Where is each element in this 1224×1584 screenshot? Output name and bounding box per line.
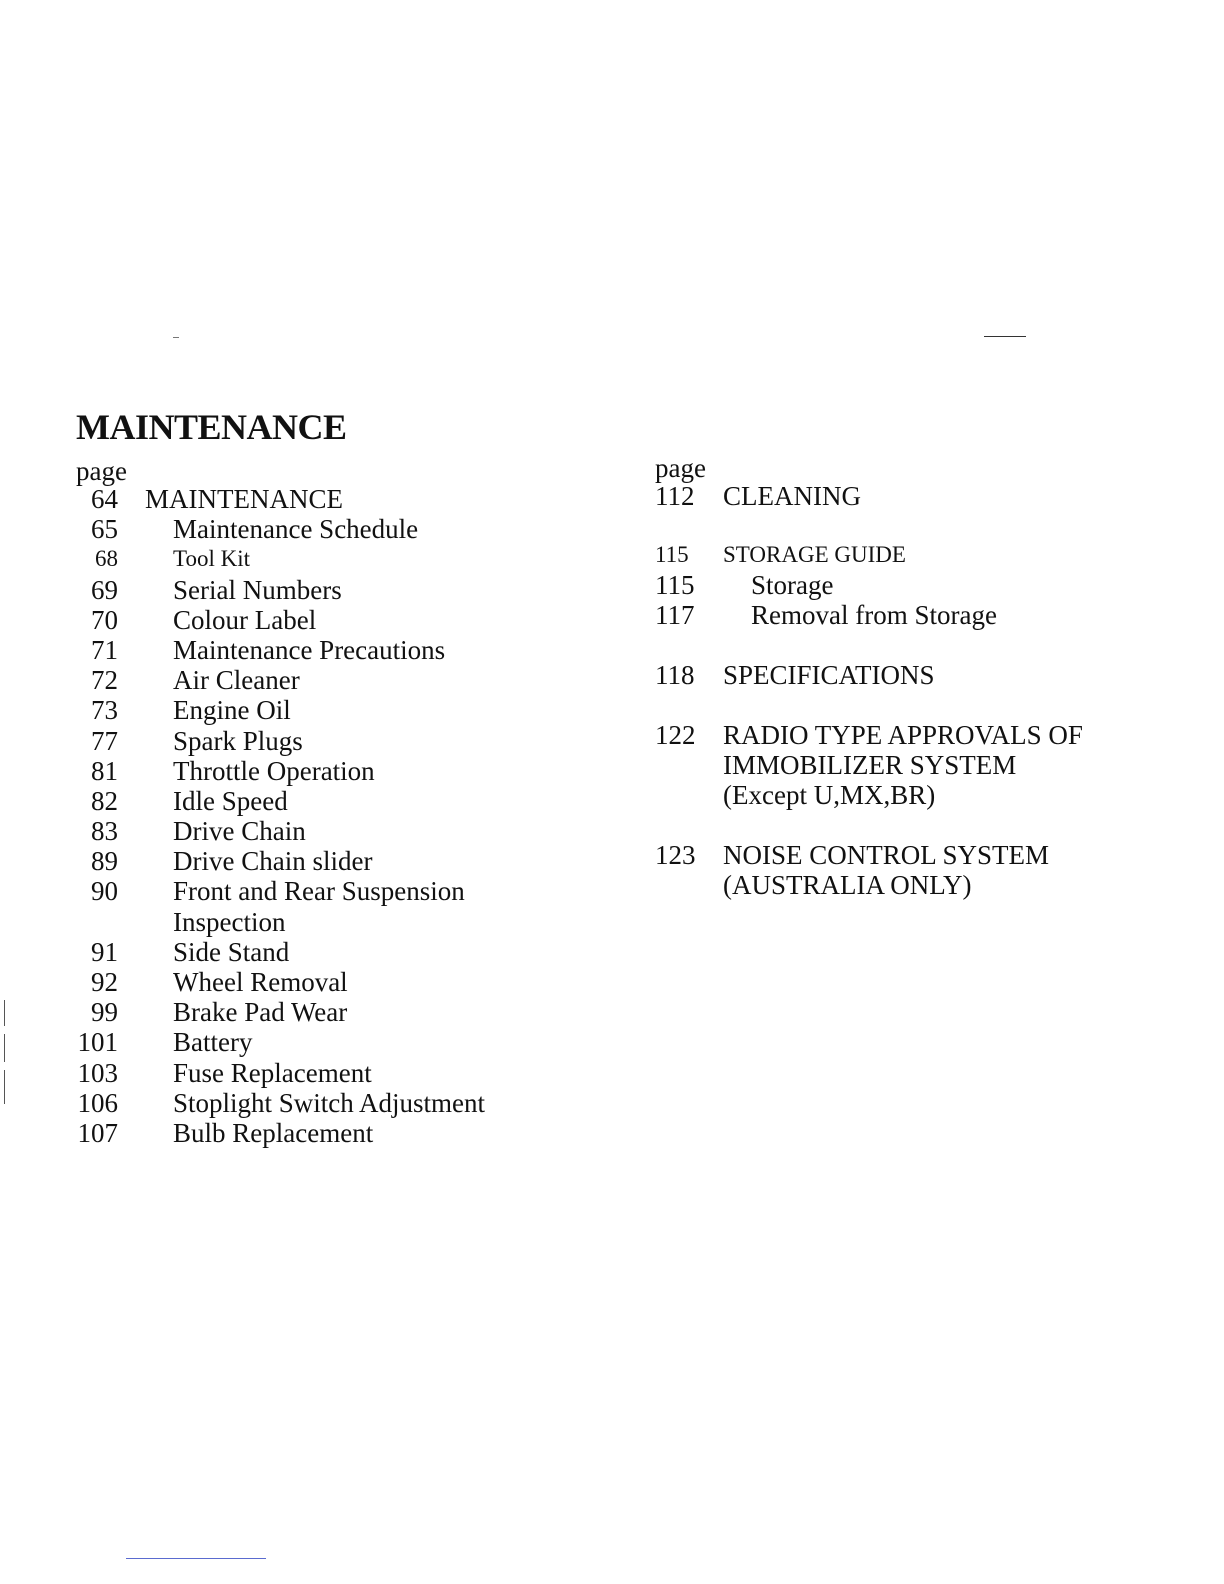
contents-entry-continuation <box>655 750 1125 780</box>
contents-entry[interactable] <box>76 756 536 786</box>
page-number: 73 <box>91 695 118 726</box>
contents-entry[interactable] <box>76 876 536 906</box>
entry-title: Removal from Storage <box>751 600 997 631</box>
page-number: 72 <box>91 665 118 696</box>
margin-rule <box>4 1000 5 1026</box>
page-number: 77 <box>91 725 118 756</box>
entry-title: MAINTENANCE <box>145 484 343 514</box>
contents-entry[interactable] <box>76 937 536 967</box>
page-number: 122 <box>655 720 696 750</box>
contents-entry[interactable] <box>655 540 1125 570</box>
entry-title: Inspection <box>173 906 286 937</box>
entry-title: (AUSTRALIA ONLY) <box>723 870 972 901</box>
contents-entry[interactable] <box>655 720 1125 750</box>
entry-title: SPECIFICATIONS <box>723 660 935 690</box>
contents-entry[interactable] <box>76 1058 536 1088</box>
contents-entry[interactable] <box>655 481 1125 511</box>
contents-list-right <box>655 840 1125 900</box>
entry-title: Stoplight Switch Adjustment <box>173 1087 486 1118</box>
entry-title: CLEANING <box>723 481 861 511</box>
page-number: 106 <box>77 1087 118 1118</box>
entry-title: Air Cleaner <box>173 665 300 696</box>
contents-entry[interactable] <box>76 695 536 725</box>
entry-title: Maintenance Schedule <box>173 514 419 545</box>
entry-title: STORAGE GUIDE <box>723 542 906 567</box>
margin-rule <box>4 1034 5 1062</box>
page-number: 82 <box>91 785 118 816</box>
contents-entry[interactable] <box>76 635 536 665</box>
page-number: 103 <box>77 1057 118 1088</box>
entry-title: Wheel Removal <box>173 967 348 997</box>
page-number: 83 <box>91 816 118 847</box>
page-number: 64 <box>91 484 118 514</box>
page-number: 68 <box>95 546 118 572</box>
contents-entry[interactable] <box>655 570 1125 600</box>
contents-list-right <box>655 720 1125 811</box>
entry-title: Bulb Replacement <box>173 1117 374 1148</box>
page-number: 81 <box>91 755 118 786</box>
contents-entry[interactable] <box>655 660 1125 690</box>
contents-entry[interactable] <box>76 786 536 816</box>
entry-title: Throttle Operation <box>173 755 375 786</box>
contents-entry[interactable] <box>655 600 1125 630</box>
entry-title: Drive Chain <box>173 816 306 847</box>
entry-title: Tool Kit <box>173 546 250 572</box>
contents-entry[interactable] <box>76 997 536 1027</box>
contents-entry[interactable] <box>76 846 536 876</box>
entry-title: Battery <box>173 1027 253 1058</box>
page-number: 115 <box>655 542 689 567</box>
scan-mark-right <box>984 336 1026 337</box>
contents-entry[interactable] <box>76 816 536 846</box>
page-number: 117 <box>655 600 695 631</box>
page-number: 70 <box>91 604 118 635</box>
entry-title: Storage <box>751 570 834 601</box>
scan-mark-bottom <box>126 1558 266 1559</box>
page-number: 123 <box>655 840 696 870</box>
contents-entry[interactable] <box>76 514 536 544</box>
page-number: 91 <box>91 936 118 967</box>
page-column-label: page <box>76 456 127 486</box>
page-number: 115 <box>655 570 695 601</box>
page-number: 92 <box>91 967 118 997</box>
contents-entry[interactable] <box>76 1027 536 1057</box>
entry-title: Brake Pad Wear <box>173 997 348 1028</box>
entry-title: Engine Oil <box>173 695 291 726</box>
contents-entry-continuation <box>655 780 1125 810</box>
entry-title: Idle Speed <box>173 785 288 816</box>
entry-title: Fuse Replacement <box>173 1057 372 1088</box>
entry-title: Side Stand <box>173 936 290 967</box>
contents-entry[interactable] <box>76 484 536 514</box>
contents-entry[interactable] <box>76 544 536 574</box>
contents-list-right <box>655 540 1125 631</box>
contents-entry[interactable] <box>76 665 536 695</box>
page-number: 90 <box>91 876 118 907</box>
page-number: 89 <box>91 846 118 877</box>
page-number: 118 <box>655 660 695 690</box>
entry-title: Spark Plugs <box>173 725 303 756</box>
contents-entry[interactable] <box>76 967 536 997</box>
page-number: 101 <box>77 1027 118 1058</box>
contents-entry[interactable] <box>76 605 536 635</box>
section-title: MAINTENANCE <box>76 407 347 447</box>
entry-title: NOISE CONTROL SYSTEM <box>723 840 1050 870</box>
contents-list-right <box>655 660 1125 690</box>
entry-title: RADIO TYPE APPROVALS OF <box>723 720 1083 750</box>
entry-title: Maintenance Precautions <box>173 634 446 665</box>
page-number: 99 <box>91 997 118 1028</box>
page-number: 65 <box>91 514 118 545</box>
entry-title: Drive Chain slider <box>173 846 373 877</box>
entry-title: Serial Numbers <box>173 574 342 605</box>
entry-title: Colour Label <box>173 604 317 635</box>
contents-list-left <box>76 484 536 1148</box>
margin-rule <box>4 1070 5 1104</box>
page-number: 69 <box>91 574 118 605</box>
contents-list-right <box>655 481 1125 511</box>
contents-entry[interactable] <box>76 726 536 756</box>
entry-title: IMMOBILIZER SYSTEM <box>723 750 1017 781</box>
entry-title: Front and Rear Suspension <box>173 876 465 907</box>
contents-entry[interactable] <box>76 1118 536 1148</box>
entry-title: (Except U,MX,BR) <box>723 780 936 811</box>
scan-mark-left <box>173 337 179 338</box>
contents-entry-continuation <box>76 907 536 937</box>
contents-entry[interactable] <box>76 575 536 605</box>
contents-entry-continuation <box>655 870 1125 900</box>
contents-entry[interactable] <box>76 1088 536 1118</box>
page-number: 71 <box>91 634 118 665</box>
page-number: 112 <box>655 481 695 511</box>
page-column-label: page <box>655 453 706 483</box>
page-number: 107 <box>77 1117 118 1148</box>
contents-entry[interactable] <box>655 840 1125 870</box>
